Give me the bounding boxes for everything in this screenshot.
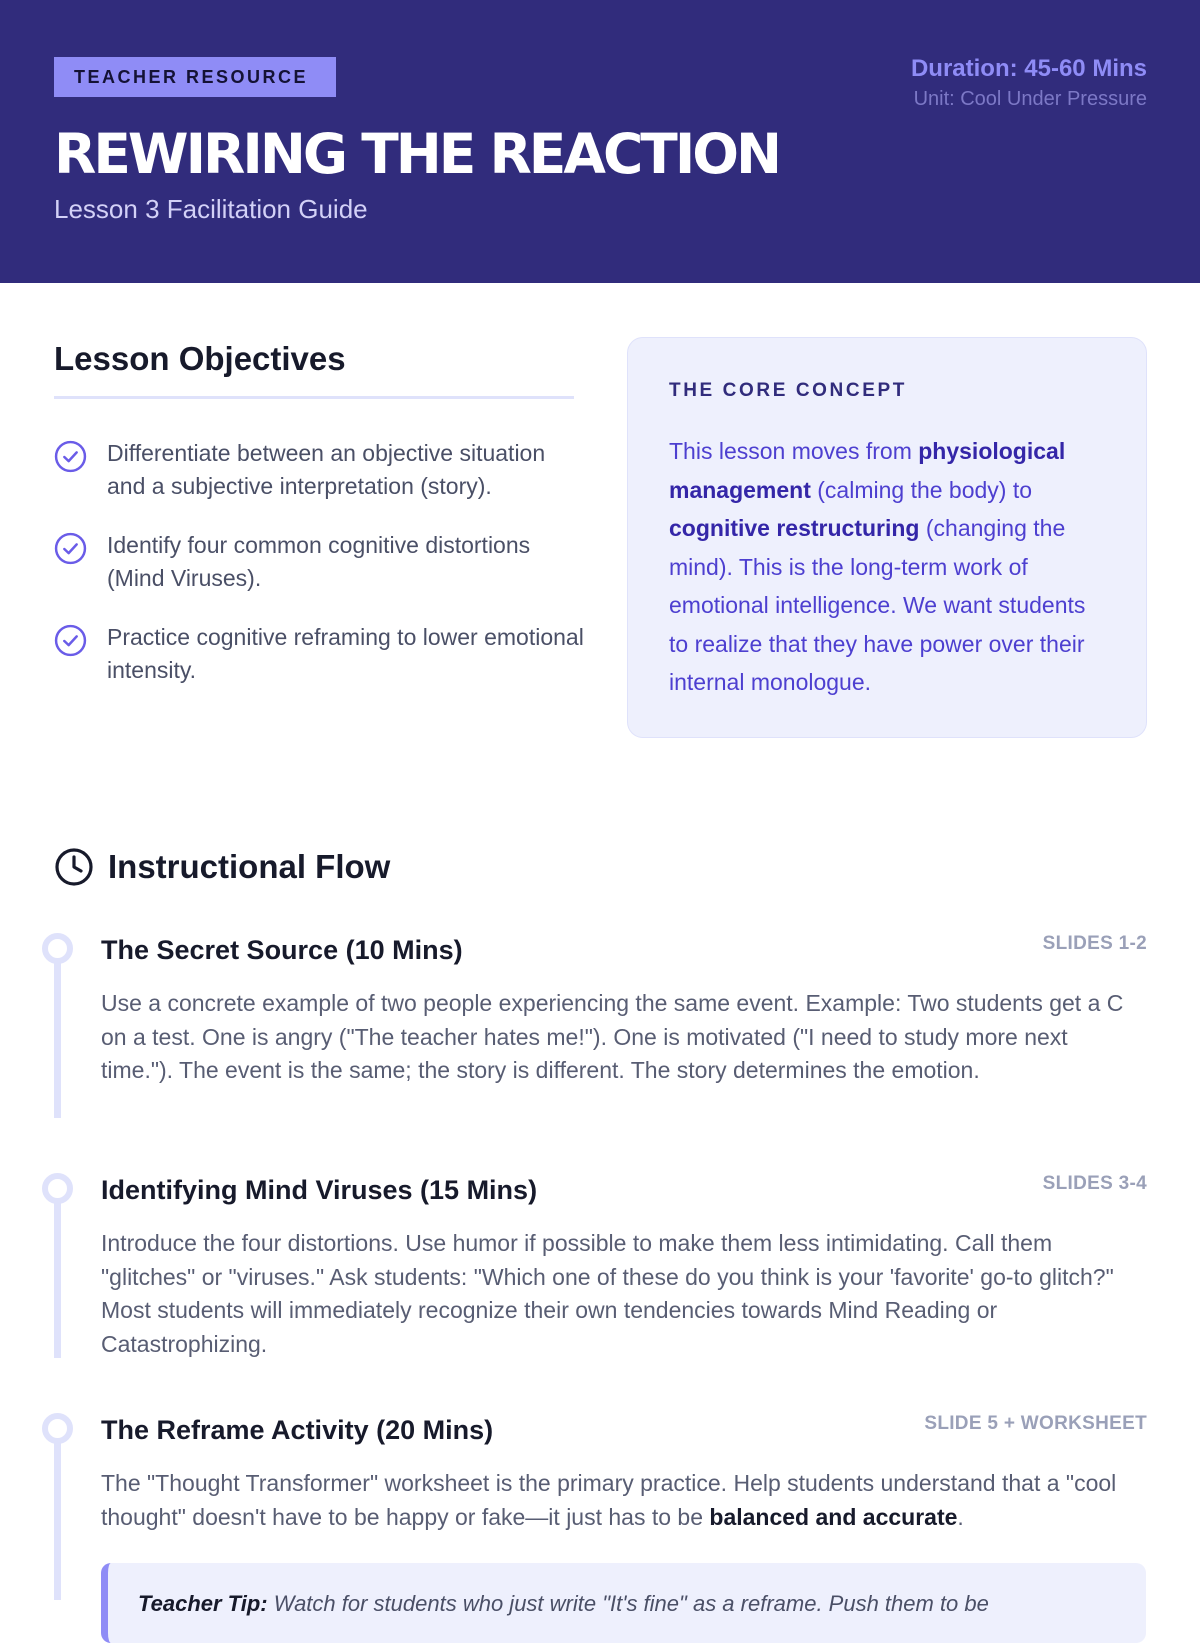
core-text-bold: cognitive restructuring: [669, 515, 920, 541]
step-title: The Reframe Activity (20 Mins): [101, 1415, 494, 1445]
step-body: Use a concrete example of two people experiencing the same event. Example: Two students get a C on a test. One is angry ("The teacher hates me!"). One is motivated ("I need to study more next time."). The event is the same; the story is different. The story determines the emotion.: [101, 990, 1124, 1083]
unit-label: Unit: Cool Under Pressure: [913, 88, 1147, 110]
flow-step: [42, 1173, 1147, 1363]
step-body-part: The "Thought Transformer" worksheet is the primary practice. Help students understand that a "cool thought" doesn't have to be happy or fake—it just has to be: [101, 1470, 1117, 1530]
clock-icon: [54, 847, 94, 887]
header-banner: [0, 0, 1200, 283]
objectives-heading: Lesson Objectives: [54, 340, 346, 377]
core-concept-label: THE CORE CONCEPT: [669, 380, 907, 401]
tip-label: Teacher Tip:: [138, 1591, 268, 1616]
timeline-dot: [42, 1413, 73, 1444]
instructional-flow-title: Instructional Flow: [108, 848, 391, 885]
tip-text: Watch for students who just write "It's fine" as a reframe. Push them to be: [267, 1591, 989, 1616]
flow-step: [42, 933, 1147, 1123]
objectives-list: [54, 437, 584, 713]
core-text-part: (changing the mind). This is the long-term work of emotional intelligence. We want students to realize that they have power over their internal monologue.: [669, 515, 1086, 695]
step-slides: SLIDES 3-4: [1042, 1173, 1147, 1194]
objective-text: Differentiate between an objective situation and a subjective interpretation (story).: [107, 440, 546, 499]
timeline-dot: [42, 933, 73, 964]
page-title: REWIRING THE REACTION: [54, 122, 780, 186]
objective-item: [54, 529, 584, 595]
instructional-flow-heading: [54, 847, 390, 887]
core-concept-panel: [627, 337, 1147, 738]
core-text-bold: physiological management: [669, 438, 1066, 503]
check-circle-icon: [54, 532, 87, 565]
step-title: Identifying Mind Viruses (15 Mins): [101, 1175, 538, 1205]
step-body: [101, 1467, 1146, 1534]
objective-text: Practice cognitive reframing to lower emotional intensity.: [107, 624, 584, 683]
step-body: Introduce the four distortions. Use humor if possible to make them less intimidating. Call them "glitches" or "viruses." Ask students: "Which one of these do you think is your 'favorite' go-to glitch?" Most students will immediately recognize their own tendencies towards Mind Reading or Catastrophizing.: [101, 1230, 1114, 1357]
step-slides: SLIDE 5 + WORKSHEET: [924, 1413, 1147, 1434]
timeline-line: [54, 953, 61, 1118]
duration-label: Duration: 45-60 Mins: [910, 55, 1147, 82]
step-title: The Secret Source (10 Mins): [101, 935, 463, 965]
check-circle-icon: [54, 624, 87, 657]
core-text-part: (calming the body) to: [810, 476, 1033, 503]
timeline-dot: [42, 1173, 73, 1204]
page-subtitle: Lesson 3 Facilitation Guide: [54, 194, 368, 224]
objective-item: [54, 437, 584, 503]
objectives-divider: [54, 396, 574, 399]
teacher-tip-callout: [101, 1563, 1146, 1643]
objective-text: Identify four common cognitive distortions (Mind Viruses).: [107, 532, 531, 591]
timeline-line: [54, 1193, 61, 1358]
step-body-part: .: [957, 1503, 964, 1530]
objective-item: [54, 621, 584, 687]
core-concept-text: [669, 432, 1105, 702]
timeline-line: [54, 1433, 61, 1600]
step-slides: SLIDES 1-2: [1042, 933, 1147, 954]
check-circle-icon: [54, 440, 87, 473]
teacher-resource-badge: TEACHER RESOURCE: [54, 57, 336, 97]
step-body-bold: balanced and accurate: [709, 1503, 958, 1530]
core-text-part: This lesson moves from: [669, 438, 919, 464]
flow-step: [42, 1413, 1147, 1616]
